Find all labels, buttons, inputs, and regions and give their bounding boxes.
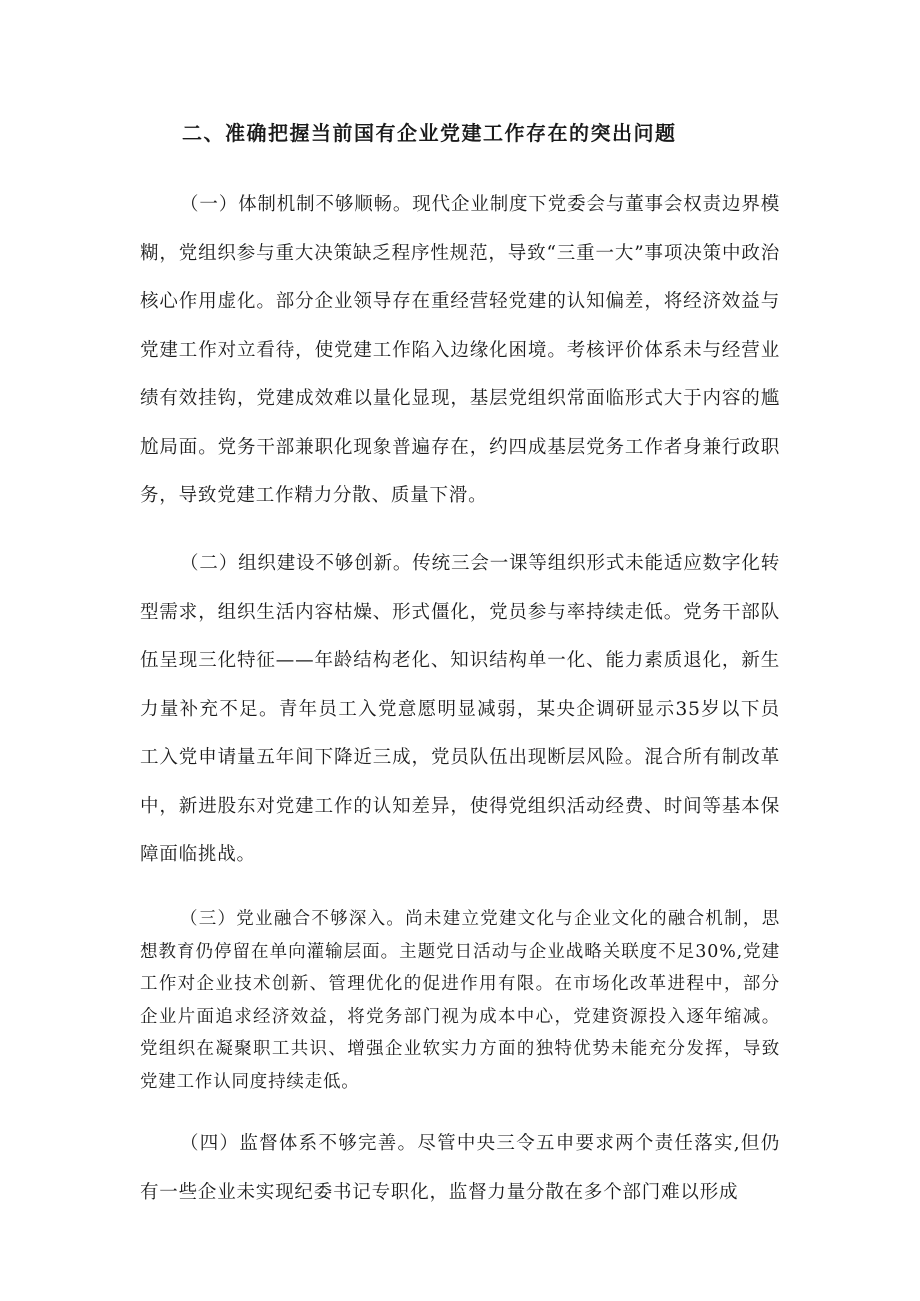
paragraph-3: （三）党业融合不够深入。尚未建立党建文化与企业文化的融合机制，思想教育仍停留在单向灌输层面。主题党日活动与企业战略关联度不足30%,党建工作对企业技术创新、管理优化的促进作用有限。在市场化改革进程中，部分企业片面追求经济效益，将党务部门视为成本中心，党建资源投入逐年缩减。党组织在凝聚职工共识、增强企业软实力方面的独特优势未能充分发挥，导致党建工作认同度持续走低。 [140, 909, 780, 1092]
paragraph-4: （四）监督体系不够完善。尽管中央三令五申要求两个责任落实,但仍有一些企业未实现纪委书记专职化，监督力量分散在多个部门难以形成 [140, 1133, 780, 1203]
section-heading: 二、准确把握当前国有企业党建工作存在的突出问题 [182, 121, 677, 145]
paragraph-1: （一）体制机制不够顺畅。现代企业制度下党委会与董事会权责边界模糊，党组织参与重大决策缺乏程序性规范，导致“三重一大”事项决策中政治核心作用虚化。部分企业领导存在重经营轻党建的认知偏差，将经济效益与党建工作对立看待，使党建工作陷入边缘化困境。考核评价体系未与经营业绩有效挂钩，党建成效难以量化显现，基层党组织常面临形式大于内容的尴尬局面。党务干部兼职化现象普遍存在，约四成基层党务工作者身兼行政职务，导致党建工作精力分散、质量下滑。 [140, 194, 780, 506]
paragraph-2: （二）组织建设不够创新。传统三会一课等组织形式未能适应数字化转型需求，组织生活内容枯燥、形式僵化，党员参与率持续走低。党务干部队伍呈现三化特征——年龄结构老化、知识结构单一化、能力素质退化，新生力量补充不足。青年员工入党意愿明显减弱，某央企调研显示35岁以下员工入党申请量五年间下降近三成，党员队伍出现断层风险。混合所有制改革中，新进股东对党建工作的认知差异，使得党组织活动经费、时间等基本保障面临挑战。 [140, 553, 780, 865]
